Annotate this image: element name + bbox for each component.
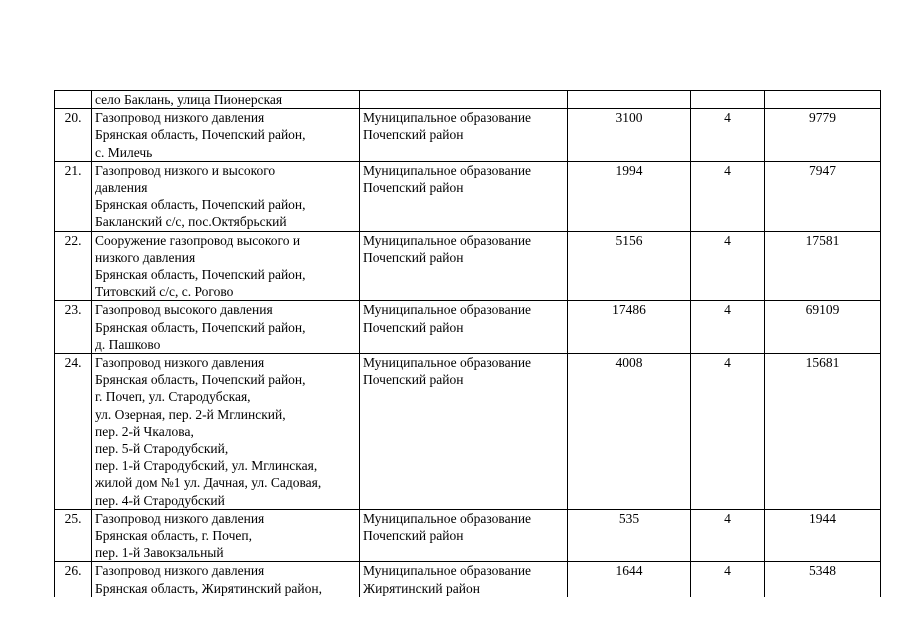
owner-line: Почепский район xyxy=(363,528,464,544)
object-description-line: Брянская область, Почепский район, xyxy=(95,127,306,143)
gas-pipeline-register-table xyxy=(54,90,881,597)
owner-cell xyxy=(360,109,568,162)
owner-line: Почепский район xyxy=(363,127,464,143)
owner-cell xyxy=(360,354,568,510)
owner-line: Муниципальное образование xyxy=(363,232,532,248)
category-cell: 4 xyxy=(691,231,765,301)
object-description-line: Брянская область, Почепский район, xyxy=(95,267,306,283)
object-description-cell xyxy=(92,562,360,597)
category-cell: 4 xyxy=(691,354,765,510)
owner-line: Почепский район xyxy=(363,249,464,265)
value-cell: 1944 xyxy=(765,509,881,562)
category-cell: 4 xyxy=(691,301,765,354)
object-description-line: Газопровод низкого давления xyxy=(95,110,265,126)
object-description-line: пер. 5-й Стародубский, xyxy=(95,441,229,457)
object-description-line: пер. 1-й Стародубский, ул. Мглинская, xyxy=(95,458,318,474)
row-number-cell: 21. xyxy=(55,161,92,231)
object-description-line: Брянская область, Почепский район, xyxy=(95,372,306,388)
object-description-line: Газопровод низкого давления xyxy=(95,355,265,371)
owner-line: Почепский район xyxy=(363,319,464,335)
object-description-line: Брянская область, Почепский район, xyxy=(95,319,306,335)
category-cell: 4 xyxy=(691,161,765,231)
owner-cell xyxy=(360,562,568,597)
owner-line: Жирятинский район xyxy=(363,580,480,596)
object-description-line: г. Почеп, ул. Стародубская, xyxy=(95,389,251,405)
object-description-line: низкого давления xyxy=(95,249,196,265)
table-row xyxy=(55,231,881,301)
object-description-line: Брянская область, г. Почеп, xyxy=(95,528,252,544)
row-number-cell: 20. xyxy=(55,109,92,162)
table-row xyxy=(55,91,881,109)
object-description-line: д. Пашково xyxy=(95,336,161,352)
owner-line: Муниципальное образование xyxy=(363,355,532,371)
category-cell: 4 xyxy=(691,109,765,162)
owner-cell xyxy=(360,91,568,109)
object-description-line: Брянская область, Почепский район, xyxy=(95,197,306,213)
object-description-line: Сооружение газопровод высокого и xyxy=(95,232,301,248)
length-cell: 3100 xyxy=(568,109,691,162)
row-number-cell: 24. xyxy=(55,354,92,510)
row-number-cell xyxy=(55,91,92,109)
object-description-line: Газопровод высокого давления xyxy=(95,302,273,318)
owner-cell xyxy=(360,161,568,231)
length-cell: 1994 xyxy=(568,161,691,231)
value-cell: 17581 xyxy=(765,231,881,301)
value-cell: 9779 xyxy=(765,109,881,162)
value-cell: 69109 xyxy=(765,301,881,354)
object-description-cell xyxy=(92,231,360,301)
object-description-line: село Баклань, улица Пионерская xyxy=(95,92,283,107)
object-description-cell xyxy=(92,109,360,162)
owner-line: Почепский район xyxy=(363,180,464,196)
object-description-line: с. Милечь xyxy=(95,144,153,160)
category-cell: 4 xyxy=(691,562,765,597)
row-number-cell: 22. xyxy=(55,231,92,301)
table-row xyxy=(55,509,881,562)
object-description-line: Бакланский с/с, пос.Октябрьский xyxy=(95,214,287,230)
owner-line: Почепский район xyxy=(363,372,464,388)
object-description-line: Газопровод низкого давления xyxy=(95,510,265,526)
owner-line: Муниципальное образование xyxy=(363,563,532,579)
table-row xyxy=(55,562,881,597)
row-number-cell: 26. xyxy=(55,562,92,597)
table-row xyxy=(55,109,881,162)
object-description-cell xyxy=(92,91,360,109)
object-description-line: Титовский с/с, с. Рогово xyxy=(95,284,234,300)
owner-line: Муниципальное образование xyxy=(363,510,532,526)
table-row xyxy=(55,161,881,231)
table-body xyxy=(55,91,881,597)
object-description-cell xyxy=(92,509,360,562)
object-description-line: пер. 4-й Стародубский xyxy=(95,492,225,508)
length-cell: 17486 xyxy=(568,301,691,354)
owner-cell xyxy=(360,301,568,354)
value-cell: 15681 xyxy=(765,354,881,510)
owner-cell xyxy=(360,509,568,562)
object-description-line: давления xyxy=(95,180,148,196)
length-cell: 5156 xyxy=(568,231,691,301)
value-cell xyxy=(765,91,881,109)
row-number-cell: 25. xyxy=(55,509,92,562)
object-description-line: ул. Озерная, пер. 2-й Мглинский, xyxy=(95,406,286,422)
owner-cell xyxy=(360,231,568,301)
owner-line: Муниципальное образование xyxy=(363,110,532,126)
row-number-cell: 23. xyxy=(55,301,92,354)
object-description-cell xyxy=(92,354,360,510)
object-description-cell xyxy=(92,301,360,354)
object-description-line: Брянская область, Жирятинский район, xyxy=(95,580,322,596)
object-description-cell xyxy=(92,161,360,231)
table-row xyxy=(55,301,881,354)
value-cell: 5348 xyxy=(765,562,881,597)
object-description-line: Газопровод низкого и высокого xyxy=(95,162,276,178)
length-cell: 1644 xyxy=(568,562,691,597)
owner-line: Муниципальное образование xyxy=(363,162,532,178)
length-cell: 4008 xyxy=(568,354,691,510)
length-cell: 535 xyxy=(568,509,691,562)
object-description-line: Газопровод низкого давления xyxy=(95,563,265,579)
category-cell: 4 xyxy=(691,509,765,562)
length-cell xyxy=(568,91,691,109)
table-row xyxy=(55,354,881,510)
object-description-line: пер. 2-й Чкалова, xyxy=(95,423,194,439)
value-cell: 7947 xyxy=(765,161,881,231)
object-description-line: пер. 1-й Завокзальный xyxy=(95,545,224,561)
object-description-line: жилой дом №1 ул. Дачная, ул. Садовая, xyxy=(95,475,322,491)
category-cell xyxy=(691,91,765,109)
owner-line: Муниципальное образование xyxy=(363,302,532,318)
